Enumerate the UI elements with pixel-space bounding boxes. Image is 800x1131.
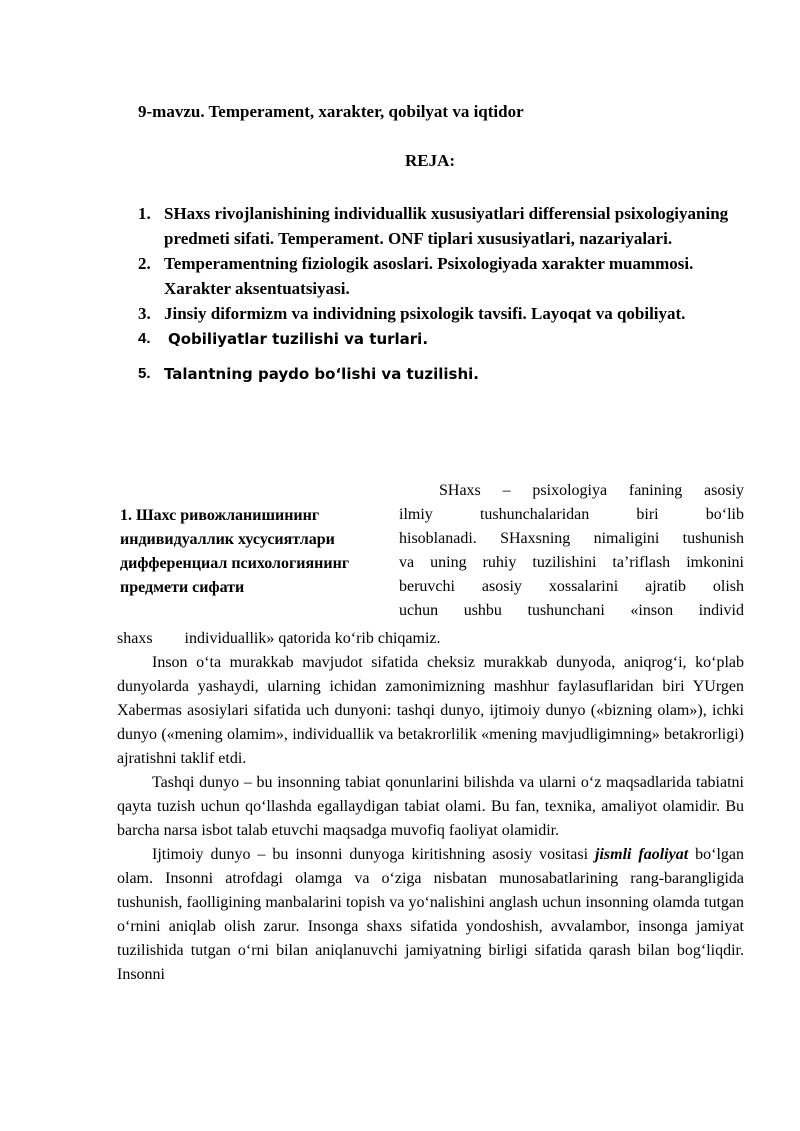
intro-line: hisoblanadi. SHaxsning nimaligini tushunish: [399, 530, 744, 547]
plan-list: [138, 201, 748, 384]
plan-item: 5. Talantning paydo bo‘lishi va tuzilishi.: [138, 365, 479, 383]
plan-item: 1. SHaxs rivojlanishining individuallik xususiyatlari differensial psixologiyaning predmeti sifati. Temperament. ONF tiplari xususiyatlari, nazariyalari.: [138, 204, 729, 248]
plan-item: 2. Temperamentning fiziologik asoslari. Psixologiyada xarakter muammosi. Xarakter aksentuatsiyasi.: [138, 254, 694, 298]
plan-item-text: Temperamentning fiziologik asoslari. Psixologiyada xarakter muammosi. Xarakter aksentuatsiyasi.: [164, 254, 694, 298]
intro-line: ilmiy tushunchalaridan biri bo‘lib: [399, 506, 744, 523]
plan-item-text: Jinsiy diformizm va individning psixologik tavsifi. Layoqat va qobiliyat.: [164, 304, 686, 323]
paragraph: Tashqi dunyo – bu insonning tabiat qonunlarini bilishda va ularni o‘z maqsadlarida tabiatni qayta tuzish uchun qo‘llashda egallaydigan tabiat olami. Bu fan, texnika, amaliyot olamidir. Bu barcha narsa isbot talab etuvchi maqsadga muvofiq faoliyat olamidir.: [117, 774, 744, 839]
paragraph: Ijtimoiy dunyo – bu insonni dunyoga kiritishning asosiy vositasi jismli faoliyat bo‘lgan olam. Insonni atrofdagi olamga va o‘ziga nisbatan munosabatlarining rang-barangligida tushunish, faolligining manbalarini topish va yo‘nalishini anglash uchun insonning olamda tutgan o‘rnini aniqlab olish zarur. Insonga shaxs sifatida yondoshish, avvalambor, insonga jamiyat tuzilishida tutgan o‘rni bilan aniqlanuvchi jamiyatning birligi sifatida qarash bilan bog‘liqdir. Insonni: [117, 846, 744, 983]
plan-heading: REJA:: [404, 151, 456, 170]
intro-line: beruvchi asosiy xossalarini ajratib olish: [399, 578, 744, 595]
paragraph: Inson o‘ta murakkab mavjudot sifatida cheksiz murakkab dunyoda, aniqrog‘i, ko‘plab dunyolarda yashaydi, ularning ichidan zamonimizning mashhur faylasuflaridan biri YUrgen Xabermas asosiylari sifatida uch dunyoni: tashqi dunyo, ijtimoiy dunyo («bizning olam»), ichki dunyo («mening olamim», individuallik va betakrorlilik «mening mavjudligimning» betakrorligi) ajratishni taklif etdi.: [117, 654, 744, 767]
section-heading: 1. Шахс ривожланишининг индивидуаллик хусусиятлари дифференциал психологиянинг предмети сифати: [120, 507, 350, 596]
plan-item-text: Talantning paydo bo‘lishi va tuzilishi.: [164, 365, 479, 383]
intro-continuation: shaxs individuallik» qatorida ko‘rib chiqamiz.: [117, 630, 441, 647]
emphasis-text: jismli faoliyat: [595, 846, 689, 863]
intro-line: SHaxs – psixologiya fanining asosiy: [439, 482, 744, 499]
body-text: [117, 627, 744, 987]
plan-item-text: SHaxs rivojlanishining individuallik xususiyatlari differensial psixologiyaning predmeti sifati. Temperament. ONF tiplari xususiyatlari, nazariyalari.: [164, 204, 729, 248]
topic-title: 9-mavzu. Temperament, xarakter, qobilyat va iqtidor: [138, 102, 524, 121]
plan-item-text: Qobiliyatlar tuzilishi va turlari.: [168, 330, 429, 348]
intro-line: va uning ruhiy tuzilishini ta’riflash imkonini: [399, 554, 744, 571]
intro-column: [399, 479, 744, 623]
intro-line: uchun ushbu tushunchani «inson individ: [399, 602, 744, 619]
plan-item: 3. Jinsiy diformizm va individning psixologik tavsifi. Layoqat va qobiliyat.: [138, 304, 686, 323]
plan-item: 4. Qobiliyatlar tuzilishi va turlari.: [138, 330, 429, 348]
